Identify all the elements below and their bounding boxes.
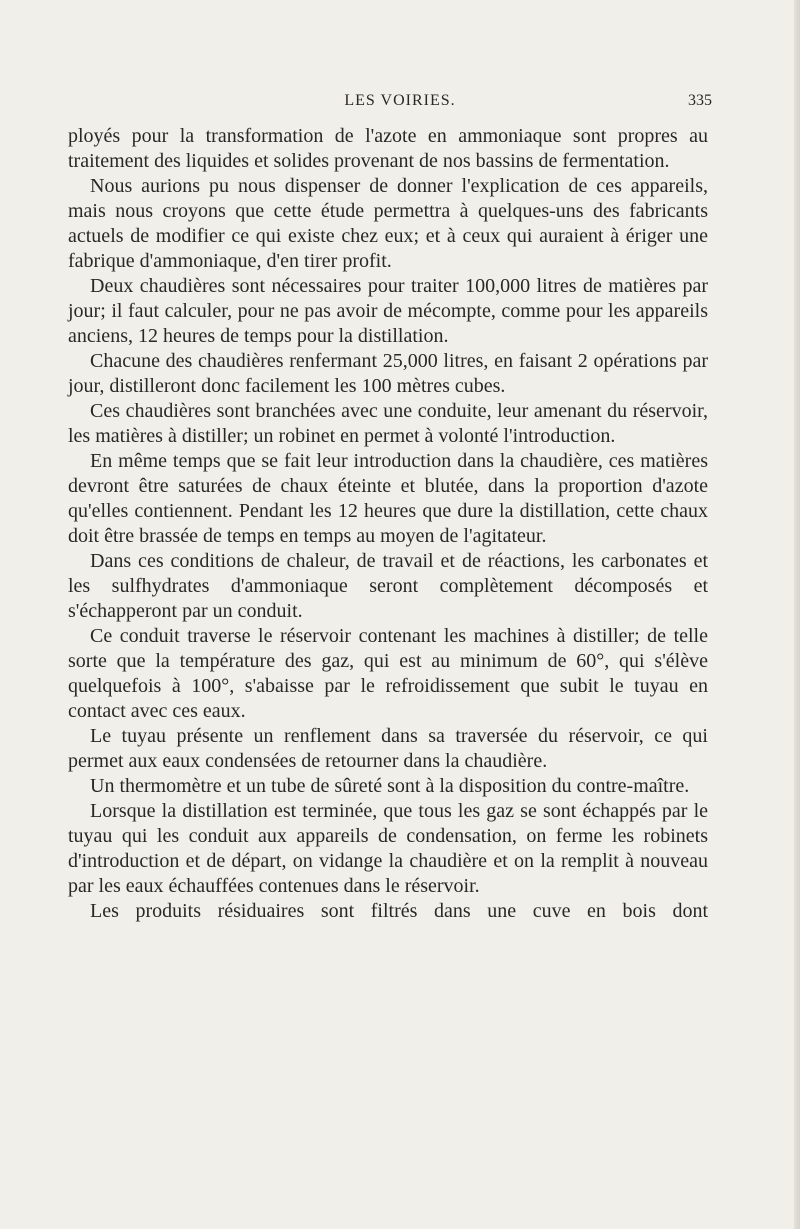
paragraph-8: Ce conduit traverse le réservoir contenant les machines à distiller; de telle sorte que la température des gaz, qui est au minimum de 60°, qui s'élève quelquefois à 100°, s'abaisse par le refroidissement que subit le tuyau en contact avec ces eaux. [68, 625, 708, 722]
page-header [0, 92, 800, 114]
running-title: LES VOIRIES. [344, 92, 456, 109]
paragraph-11: Lorsque la distillation est terminée, que tous les gaz se sont échappés par le tuyau qui les conduit aux appareils de condensation, on ferme les robinets d'introduction et de départ, on vidange la chaudière et on la remplit à nouveau par les eaux échauffées contenues dans le réservoir. [68, 800, 708, 897]
paragraph-7: Dans ces conditions de chaleur, de travail et de réactions, les carbonates et les sulfhydrates d'ammoniaque seront complètement décomposés et s'échapperont par un conduit. [68, 550, 708, 622]
page-edge [794, 0, 800, 1229]
paragraph-12: Les produits résiduaires sont filtrés dans une cuve en bois dont [90, 900, 708, 922]
paragraph-1: ployés pour la transformation de l'azote en ammoniaque sont propres au traitement des liquides et solides provenant de nos bassins de fermentation. [68, 125, 708, 172]
body-text [68, 124, 708, 924]
paragraph-6: En même temps que se fait leur introduction dans la chaudière, ces matières devront être saturées de chaux éteinte et blutée, dans la proportion d'azote qu'elles contiennent. Pendant les 12 heures que dure la distillation, cette chaux doit être brassée de temps en temps au moyen de l'agitateur. [68, 450, 708, 547]
paragraph-10: Un thermomètre et un tube de sûreté sont à la disposition du contre-maître. [90, 775, 690, 797]
paragraph-4: Chacune des chaudières renfermant 25,000 litres, en faisant 2 opérations par jour, distilleront donc facilement les 100 mètres cubes. [68, 350, 708, 397]
paragraph-3: Deux chaudières sont nécessaires pour traiter 100,000 litres de matières par jour; il faut calculer, pour ne pas avoir de mécompte, comme pour les appareils anciens, 12 heures de temps pour la distillation. [68, 275, 708, 347]
paragraph-9: Le tuyau présente un renflement dans sa traversée du réservoir, ce qui permet aux eaux condensées de retourner dans la chaudière. [68, 725, 708, 772]
page-number: 335 [688, 92, 712, 109]
paragraph-2: Nous aurions pu nous dispenser de donner l'explication de ces appareils, mais nous croyons que cette étude permettra à quelques-uns des fabricants actuels de modifier ce qui existe chez eux; et à ceux qui auraient à ériger une fabrique d'ammoniaque, d'en tirer profit. [68, 175, 708, 272]
paragraph-5: Ces chaudières sont branchées avec une conduite, leur amenant du réservoir, les matières à distiller; un robinet en permet à volonté l'introduction. [68, 400, 708, 447]
